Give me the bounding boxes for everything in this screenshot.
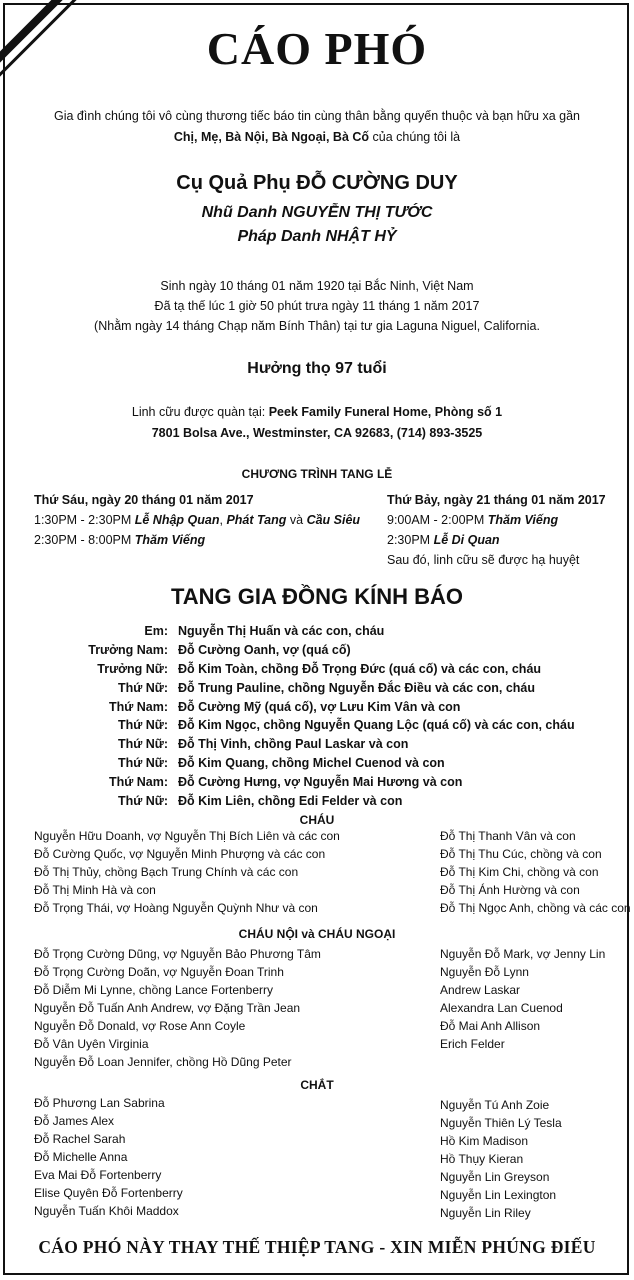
maiden-name: Nhũ Danh NGUYỄN THỊ TƯỚC bbox=[201, 204, 433, 221]
separator: và bbox=[286, 513, 307, 527]
chau-left-list bbox=[34, 827, 340, 917]
ceremony: Lễ Nhập Quan bbox=[134, 513, 220, 527]
list-item: Nguyễn Đỗ Tuấn Anh Andrew, vợ Đặng Trần Jean bbox=[34, 1001, 301, 1015]
relation-label: Thứ Nam: bbox=[108, 774, 168, 789]
family-row bbox=[0, 791, 634, 810]
list-item: Đỗ Thị Kim Chi, chồng và con bbox=[440, 865, 599, 879]
intro-relations bbox=[0, 130, 634, 144]
venue-label: Linh cữu được quàn tại: bbox=[131, 405, 269, 419]
relation-value: Đỗ Kim Quang, chồng Michel Cuenod và con bbox=[178, 755, 445, 770]
family-row bbox=[0, 660, 634, 679]
footer-notice: CÁO PHÓ NÀY THAY THẾ THIỆP TANG - XIN MIỄN PHÚNG ĐIẾU bbox=[38, 1237, 596, 1257]
list-item: Elise Quyên Đỗ Fortenberry bbox=[34, 1186, 183, 1200]
program-heading: CHƯƠNG TRÌNH TANG LỄ bbox=[241, 467, 393, 481]
list-item: Nguyễn Đỗ Mark, vợ Jenny Lin bbox=[440, 947, 606, 961]
chau-noi-left-list bbox=[34, 945, 321, 1071]
relation-value: Nguyễn Thị Huấn và các con, cháu bbox=[178, 624, 385, 639]
family-row bbox=[0, 697, 634, 716]
family-row bbox=[0, 716, 634, 735]
chau-noi-right-list bbox=[440, 945, 605, 1053]
relation-label: Thứ Nam: bbox=[108, 699, 168, 714]
list-item: Nguyễn Lin Greyson bbox=[440, 1170, 550, 1184]
list-item: Nguyễn Hữu Doanh, vợ Nguyễn Thị Bích Liên và các con bbox=[34, 829, 340, 843]
list-item: Đỗ Thị Minh Hà và con bbox=[34, 883, 156, 897]
intro-line: Gia đình chúng tôi vô cùng thương tiếc báo tin cùng thân bằng quyến thuộc và bạn hữu xa gần bbox=[53, 109, 580, 123]
relation-value: Đỗ Cường Hưng, vợ Nguyễn Mai Hương và con bbox=[178, 774, 463, 789]
list-item: Nguyễn Lin Riley bbox=[440, 1206, 531, 1220]
list-item: Đỗ Vân Uyên Virginia bbox=[34, 1037, 149, 1051]
day-2-line-1 bbox=[387, 510, 606, 530]
list-item: Đỗ Thị Ánh Hường và con bbox=[440, 883, 580, 897]
list-item: Đỗ James Alex bbox=[34, 1114, 115, 1128]
chau-heading: CHÁU bbox=[299, 813, 335, 827]
list-item: Đỗ Trọng Cường Dũng, vợ Nguyễn Bảo Phương Tâm bbox=[34, 947, 321, 961]
list-item: Đỗ Trọng Cường Doãn, vợ Nguyễn Đoan Trinh bbox=[34, 965, 284, 979]
family-row bbox=[0, 641, 634, 660]
dharma-name: Pháp Danh NHẬT HỶ bbox=[237, 228, 397, 245]
list-item: Nguyễn Đỗ Lynn bbox=[440, 965, 529, 979]
relation-label: Thứ Nữ: bbox=[117, 793, 168, 808]
relations-text: Chị, Mẹ, Bà Nội, Bà Ngoại, Bà Cố bbox=[173, 130, 370, 144]
family-row bbox=[0, 754, 634, 773]
time-range: 1:30PM - 2:30PM bbox=[34, 513, 135, 527]
list-item: Đỗ Thị Ngọc Anh, chồng và các con bbox=[440, 901, 631, 915]
relation-value: Đỗ Kim Toàn, chồng Đỗ Trọng Đức (quá cố) và các con, cháu bbox=[178, 661, 542, 676]
list-item: Nguyễn Tú Anh Zoie bbox=[440, 1098, 550, 1112]
list-item: Đỗ Trọng Thái, vợ Hoàng Nguyễn Quỳnh Như và con bbox=[34, 901, 318, 915]
list-item: Erich Felder bbox=[440, 1037, 505, 1051]
relation-value: Đỗ Trung Pauline, chồng Nguyễn Đắc Điều và các con, cháu bbox=[178, 680, 536, 695]
relation-value: Đỗ Cường Oanh, vợ (quá cố) bbox=[178, 643, 351, 658]
day-1-line-2 bbox=[34, 530, 360, 550]
day-1-date: Thứ Sáu, ngày 20 tháng 01 năm 2017 bbox=[34, 493, 254, 507]
list-item: Đỗ Diễm Mi Lynne, chồng Lance Fortenberry bbox=[34, 983, 274, 997]
relation-label: Trưởng Nam: bbox=[88, 643, 168, 658]
list-item: Đỗ Cường Quốc, vợ Nguyễn Minh Phượng và các con bbox=[34, 847, 326, 861]
chat-heading: CHẮT bbox=[300, 1078, 334, 1092]
day-1-line-1 bbox=[34, 510, 360, 530]
venue-address: 7801 Bolsa Ave., Westminster, CA 92683, (714) 893-3525 bbox=[151, 426, 483, 440]
relation-label: Trưởng Nữ: bbox=[97, 661, 168, 676]
list-item: Hồ Kim Madison bbox=[440, 1134, 529, 1148]
ceremony: Lễ Di Quan bbox=[433, 533, 500, 547]
list-item: Hồ Thụy Kieran bbox=[440, 1152, 524, 1166]
family-list bbox=[0, 622, 634, 810]
relation-value: Đỗ Kim Ngọc, chồng Nguyễn Quang Lộc (quá cố) và các con, cháu bbox=[178, 718, 575, 733]
list-item: Đỗ Rachel Sarah bbox=[34, 1132, 126, 1146]
time-range: 9:00AM - 2:00PM bbox=[387, 513, 488, 527]
deceased-name: Cụ Quả Phụ ĐỖ CƯỜNG DUY bbox=[176, 172, 458, 194]
time-range: 2:30PM - 8:00PM bbox=[34, 533, 135, 547]
list-item: Nguyễn Đỗ Donald, vợ Rose Ann Coyle bbox=[34, 1019, 246, 1033]
chat-right-list bbox=[440, 1096, 562, 1222]
list-item: Nguyễn Đỗ Loan Jennifer, chồng Hồ Dũng Peter bbox=[34, 1055, 292, 1069]
ceremony: Thăm Viếng bbox=[487, 513, 559, 527]
chau-right-list bbox=[440, 827, 631, 917]
program-day-2 bbox=[387, 490, 606, 570]
list-item: Eva Mai Đỗ Fortenberry bbox=[34, 1168, 162, 1182]
relations-suffix: của chúng tôi là bbox=[369, 130, 461, 144]
relation-value: Đỗ Thị Vinh, chồng Paul Laskar và con bbox=[178, 737, 409, 752]
family-row bbox=[0, 622, 634, 641]
relation-label: Em: bbox=[144, 624, 168, 639]
family-row bbox=[0, 735, 634, 754]
chau-noi-heading: CHÁU NỘI và CHÁU NGOẠI bbox=[238, 927, 396, 941]
lunar-date-info: (Nhằm ngày 14 tháng Chạp năm Bính Thân) tại tư gia Laguna Niguel, California. bbox=[94, 319, 540, 333]
relation-label: Thứ Nữ: bbox=[117, 755, 168, 770]
day-2-line-2 bbox=[387, 530, 606, 550]
separator: , bbox=[219, 513, 227, 527]
relation-label: Thứ Nữ: bbox=[117, 680, 168, 695]
day-2-date: Thứ Bảy, ngày 21 tháng 01 năm 2017 bbox=[387, 493, 606, 507]
death-info: Đã tạ thế lúc 1 giờ 50 phút trưa ngày 11 tháng 1 năm 2017 bbox=[154, 299, 480, 313]
list-item: Nguyễn Thiên Lý Tesla bbox=[440, 1116, 562, 1130]
venue-name: Peek Family Funeral Home, Phòng số 1 bbox=[268, 405, 503, 419]
page-title: CÁO PHÓ bbox=[206, 23, 428, 74]
list-item: Đỗ Mai Anh Allison bbox=[440, 1019, 541, 1033]
list-item: Đỗ Thị Thu Cúc, chồng và con bbox=[440, 847, 602, 861]
ceremony: Cầu Siêu bbox=[306, 513, 361, 527]
ceremony: Thăm Viếng bbox=[134, 533, 206, 547]
venue-line bbox=[0, 405, 634, 419]
chat-left-list bbox=[34, 1094, 183, 1220]
family-row bbox=[0, 772, 634, 791]
birth-info: Sinh ngày 10 tháng 01 năm 1920 tại Bắc Ninh, Việt Nam bbox=[160, 279, 474, 293]
list-item: Đỗ Michelle Anna bbox=[34, 1150, 128, 1164]
list-item: Đỗ Thị Thủy, chồng Bạch Trung Chính và các con bbox=[34, 865, 299, 879]
relation-value: Đỗ Kim Liên, chồng Edi Felder và con bbox=[178, 793, 403, 808]
relation-label: Thứ Nữ: bbox=[117, 737, 168, 752]
list-item: Đỗ Thị Thanh Vân và con bbox=[440, 829, 576, 843]
program-day-1 bbox=[34, 490, 360, 550]
time-range: 2:30PM bbox=[387, 533, 434, 547]
relation-label: Thứ Nữ: bbox=[117, 718, 168, 733]
list-item: Nguyễn Lin Lexington bbox=[440, 1188, 557, 1202]
day-2-line-3: Sau đó, linh cữu sẽ được hạ huyệt bbox=[387, 553, 580, 567]
list-item: Alexandra Lan Cuenod bbox=[440, 1001, 563, 1015]
family-row bbox=[0, 678, 634, 697]
ceremony: Phát Tang bbox=[226, 513, 287, 527]
list-item: Đỗ Phương Lan Sabrina bbox=[34, 1096, 165, 1110]
list-item: Andrew Laskar bbox=[440, 983, 521, 997]
family-heading: TANG GIA ĐỒNG KÍNH BÁO bbox=[170, 584, 464, 609]
age-statement: Hưởng thọ 97 tuổi bbox=[247, 360, 387, 377]
relation-value: Đỗ Cường Mỹ (quá cố), vợ Lưu Kim Vân và con bbox=[178, 699, 461, 714]
list-item: Nguyễn Tuấn Khôi Maddox bbox=[34, 1204, 179, 1218]
